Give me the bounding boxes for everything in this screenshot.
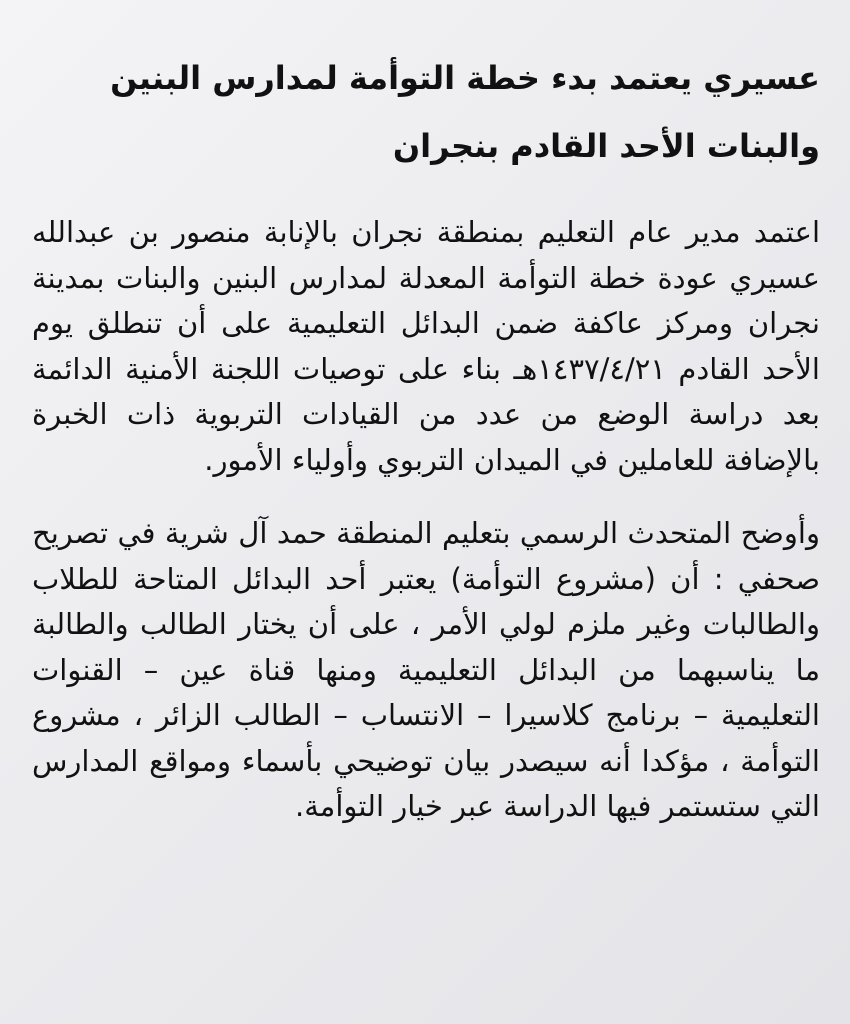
- article-paragraph-1: اعتمد مدير عام التعليم بمنطقة نجران بالإنابة منصور بن عبدالله عسيري عودة خطة التوأمة المعدلة لمدارس البنين والبنات بمدينة نجران ومركز عاكفة ضمن البدائل التعليمية على أن تنطلق يوم الأحد القادم ١٤٣٧/٤/٢١هـ بناء على توصيات اللجنة الأمنية الدائمة بعد دراسة الوضع من عدد من القيادات التربوية ذات الخبرة بالإضافة للعاملين في الميدان التربوي وأولياء الأمور.: [32, 215, 820, 477]
- article-headline: عسيري يعتمد بدء خطة التوأمة لمدارس البنين والبنات الأحد القادم بنجران: [110, 59, 820, 165]
- article-paragraph-2: وأوضح المتحدث الرسمي بتعليم المنطقة حمد آل شرية في تصريح صحفي : أن (مشروع التوأمة) يعتبر أحد البدائل المتاحة للطلاب والطالبات وغير ملزم لولي الأمر ، على أن يختار الطالب والطالبة ما يناسبهما من البدائل التعليمية ومنها قناة عين – القنوات التعليمية – برنامج كلاسيرا – الانتساب – الطالب الزائر ، مشروع التوأمة ، مؤكدا أنه سيصدر بيان توضيحي بأسماء ومواقع المدارس التي ستستمر فيها الدراسة عبر خيار التوأمة.: [32, 516, 820, 823]
